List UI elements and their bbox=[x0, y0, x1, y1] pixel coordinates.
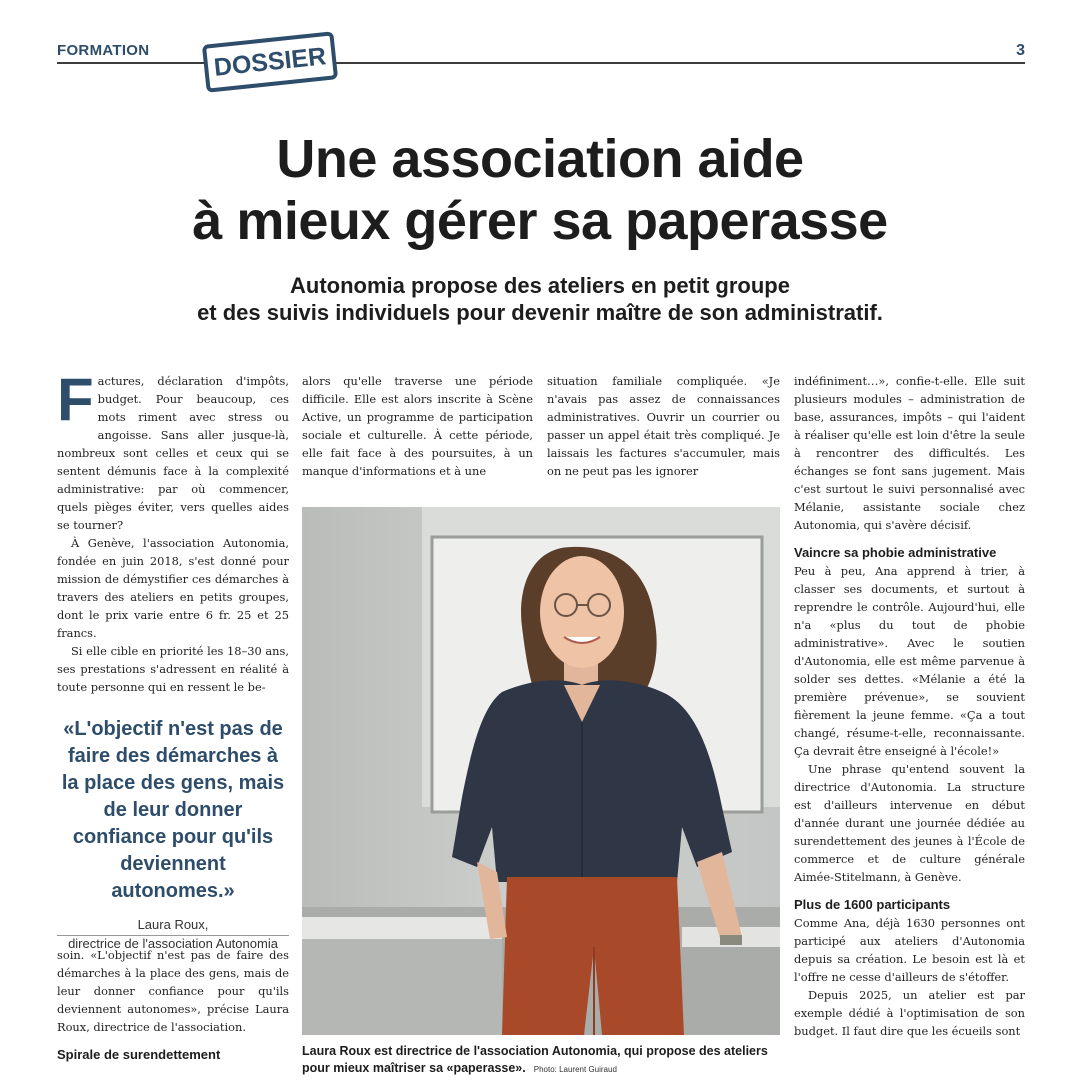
subheadline-line-1: Autonomia propose des ateliers en petit groupe bbox=[290, 273, 790, 298]
paragraph: indéfiniment…», confie-t-elle. Elle suit plusieurs modules – administration de base, assurances, impôts – qui l'aident à réaliser qu'elle est loin d'être la seule à rencontrer des difficultés. Les échanges se font sans jugement. Mais c'est surtout le suivi personnalisé avec Mélanie, assistante sociale chez Autonomia, qui s'avère décisif. bbox=[794, 374, 1025, 532]
paragraph: Si elle cible en priorité les 18–30 ans, ses prestations s'adressent en réalité à toute personne qui en ressent le be- bbox=[57, 644, 289, 694]
intertitle: Plus de 1600 participants bbox=[794, 897, 951, 912]
paragraph: À Genève, l'association Autonomia, fondée en juin 2018, s'est donné pour mission de démystifier ces démarches à travers des ateliers en petits groupes, dont le prix varie entre 6 fr. 25 et 25 francs. bbox=[57, 536, 289, 640]
intertitle: Spirale de surendettement bbox=[57, 1047, 221, 1062]
paragraph: situation familiale compliquée. «Je n'avais pas assez de connaissances administratives. Ouvrir un courrier ou passer un appel était très compliqué. Je laissais les factures s'accumuler, mais on ne peut pas les ignorer bbox=[547, 374, 780, 478]
photo-woman-standing bbox=[302, 507, 780, 1035]
subheadline-line-2: et des suivis individuels pour devenir maître de son administratif. bbox=[197, 300, 883, 325]
headline bbox=[0, 128, 1080, 252]
intertitle: Vaincre sa phobie administrative bbox=[794, 545, 997, 560]
subheadline bbox=[0, 272, 1080, 326]
paragraph: alors qu'elle traverse une période difficile. Elle est alors inscrite à Scène Active, un programme de participation sociale et culturelle. À cette période, elle fait face à des poursuites, à un manque d'informations et à une bbox=[302, 374, 533, 478]
section-label: FORMATION bbox=[57, 42, 150, 59]
dossier-stamp bbox=[202, 31, 338, 93]
paragraph-text: actures, déclaration d'impôts, budget. Pour beaucoup, ces mots riment avec stress ou angoisse. Sans aller jusque-là, nombreux sont celles et ceux qui se sentent démunis face à la complexité administrative: par où commencer, quels pièges éviter, vers quelles aides se tourner? bbox=[57, 374, 289, 532]
pull-quote bbox=[57, 716, 289, 953]
paragraph: Peu à peu, Ana apprend à trier, à classer ses documents, et surtout à reprendre le contrôle. Aujourd'hui, elle n'a «plus du tout de phobie administrative». Avec le soutien d'Autonomia, elle est même parvenue à solder ses dettes. «Mélanie a été la première prévenue», se souvient fièrement la jeune femme. «Ça a tout changé, résume-t-elle, reconnaissante. Ça devrait être enseigné à l'école!» bbox=[794, 564, 1025, 758]
header-rule bbox=[57, 62, 1025, 64]
headline-line-1: Une association aide bbox=[276, 129, 804, 189]
article-column-2 bbox=[302, 372, 533, 480]
paragraph: Comme Ana, déjà 1630 personnes ont participé aux ateliers d'Autonomia depuis sa création. Le besoin est là et l'offre ne cesse d'ailleurs de s'étoffer. bbox=[794, 916, 1025, 984]
article-column-3 bbox=[547, 372, 780, 480]
article-column-1 bbox=[57, 366, 289, 696]
dossier-stamp-label: DOSSIER bbox=[212, 41, 328, 82]
dropcap: F bbox=[57, 366, 94, 433]
photo-caption-text: Laura Roux est directrice de l'association Autonomia, qui propose des ateliers pour mieux maîtriser sa «paperasse». bbox=[302, 1044, 768, 1075]
paragraph: Depuis 2025, un atelier est par exemple dédié à l'optimisation de son budget. Il faut dire que les écueils sont bbox=[794, 988, 1025, 1038]
paragraph: soin. «L'objectif n'est pas de faire des démarches à la place des gens, mais de leur donner confiance pour qu'ils deviennent autonomes», précise Laura Roux, directrice de l'association. bbox=[57, 948, 289, 1034]
article-photo bbox=[302, 507, 780, 1035]
article-column-4 bbox=[794, 372, 1025, 1040]
page-number: 3 bbox=[1016, 42, 1025, 59]
pull-quote-author-name: Laura Roux, bbox=[137, 917, 209, 932]
paragraph: Une phrase qu'entend souvent la directrice d'Autonomia. La structure est d'ailleurs intervenue en début d'année durant une journée dédiée au surendettement des jeunes à l'École de commerce et de culture générale Aimée-Stitelmann, à Genève. bbox=[794, 762, 1025, 884]
pull-quote-author-title: directrice de l'association Autonomia bbox=[68, 936, 278, 951]
paragraph bbox=[57, 366, 289, 534]
headline-line-2: à mieux gérer sa paperasse bbox=[192, 191, 888, 251]
photo-credit: Photo: Laurent Guiraud bbox=[533, 1065, 617, 1074]
photo-caption bbox=[302, 1043, 780, 1078]
pull-quote-text: «L'objectif n'est pas de faire des démarches à la place des gens, mais de leur donner confiance pour qu'ils deviennent autonomes.» bbox=[61, 718, 285, 902]
pull-quote-divider bbox=[57, 935, 289, 936]
article-column-1-continued bbox=[57, 946, 289, 1064]
